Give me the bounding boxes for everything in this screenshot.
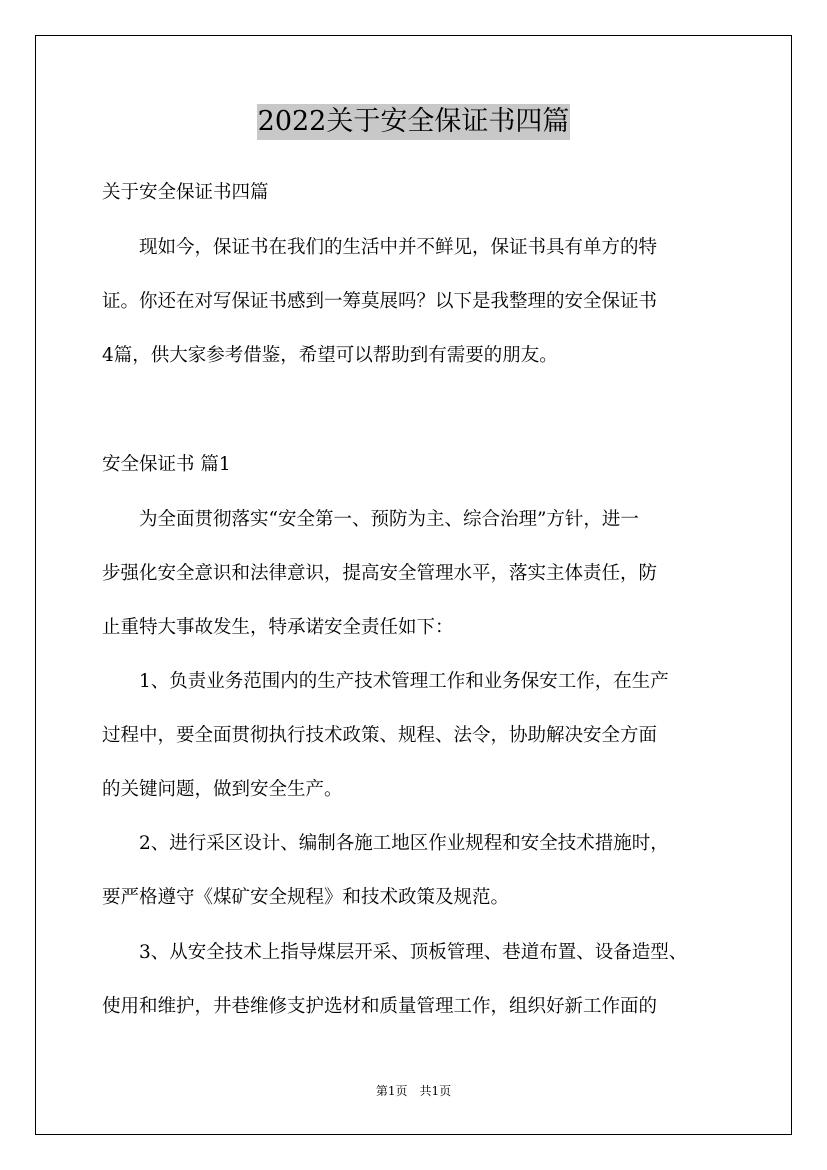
body-line: 止重特大事故发生，特承诺安全责任如下： (102, 617, 454, 638)
page-footer: 第1页 共1页 (375, 1084, 452, 1098)
intro-line: 证。你还在对写保证书感到一筹莫展吗？以下是我整理的安全保证书 (102, 291, 658, 312)
document-title: 2022关于安全保证书四篇 (257, 104, 571, 140)
subtitle: 关于安全保证书四篇 (102, 182, 269, 203)
body-line: 3、从安全技术上指导煤层开采、顶板管理、巷道布置、设备造型、 (102, 942, 688, 963)
intro-line: 现如今，保证书在我们的生活中并不鲜见，保证书具有单方的特 (102, 237, 658, 258)
intro-line: 4篇，供大家参考借鉴，希望可以帮助到有需要的朋友。 (102, 345, 558, 366)
body-line: 1、负责业务范围内的生产技术管理工作和业务保安工作，在生产 (102, 671, 669, 692)
section-heading: 安全保证书 篇1 (102, 454, 231, 475)
body-line: 步强化安全意识和法律意识，提高安全管理水平，落实主体责任，防 (102, 563, 658, 584)
body-line: 为全面贯彻落实“安全第一、预防为主、综合治理”方针，进一 (102, 509, 639, 530)
body-line: 的关键问题，做到安全生产。 (102, 779, 343, 800)
body-line: 2、进行采区设计、编制各施工地区作业规程和安全技术措施时， (102, 833, 669, 854)
body-line: 过程中，要全面贯彻执行技术政策、规程、法令，协助解决安全方面 (102, 725, 658, 746)
body-line: 使用和维护，井巷维修支护选材和质量管理工作，组织好新工作面的 (102, 996, 658, 1017)
body-line: 要严格遵守《煤矿安全规程》和技术政策及规范。 (102, 887, 510, 908)
